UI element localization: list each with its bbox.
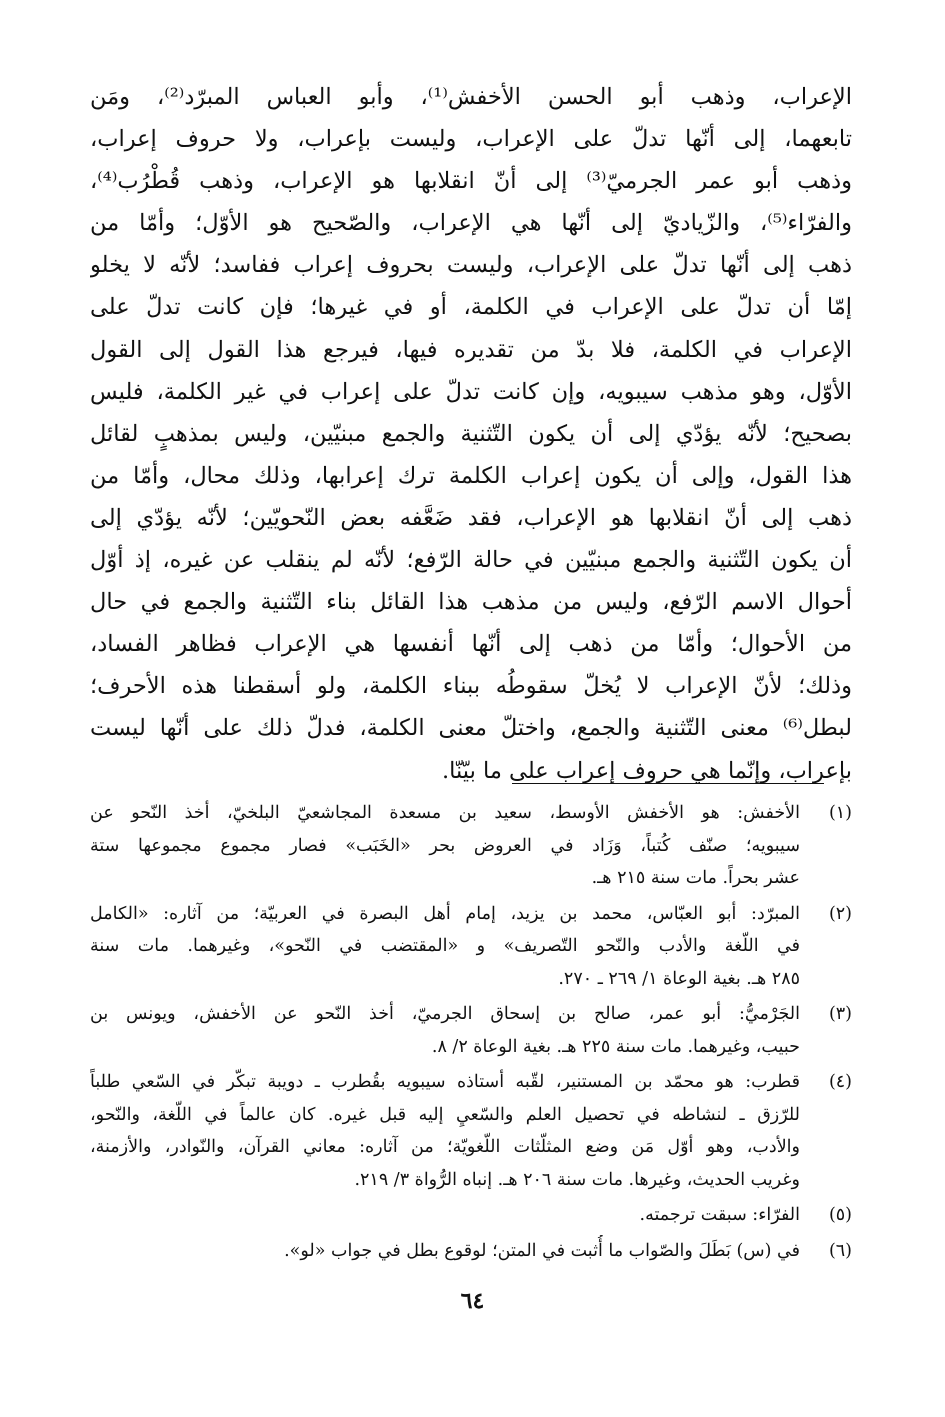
footnote-number: (٥) bbox=[828, 1205, 852, 1225]
footnote-line: والأدب، وهو أوّل مَن وضع المثلّثات اللّغويّة؛ من آثاره: معاني القرآن، والنّوادر، والأزمنة، bbox=[90, 1137, 800, 1157]
footnote-line: الجَرْميُّ: أبو عمر، صالح بن إسحاق الجرميّ، أخذ النّحو عن الأخفش، ويونس بن bbox=[90, 1004, 800, 1024]
footnote bbox=[90, 1199, 852, 1232]
text-line: وذهب أبو عمر الجرميّ⁽³⁾ إلى أنّ انقلابها هو الإعراب، وذهب قُطْرُب⁽⁴⁾، bbox=[90, 168, 852, 195]
text-line: أن يكون التّثنية والجمع مبنيّين في حالة الرّفع؛ لأنّه لم ينقلب عن غيره، إذ أوّل bbox=[90, 547, 852, 574]
footnote-text bbox=[90, 898, 800, 996]
text-line: إمّا أن تدلّ على الإعراب في الكلمة، أو في غيرها؛ فإن كانت تدلّ على bbox=[90, 294, 852, 321]
footnote-line: سيبويه؛ صنّف كُتباً، وَزَاد في العروض بحر «الخَبَب» فصار مجموع مجموعها ستة bbox=[90, 835, 800, 856]
footnote-number: (٦) bbox=[828, 1240, 852, 1261]
text-line: ذهب إلى أنّها تدلّ على الإعراب، وليست بحروف إعراب ففاسد؛ لأنّه لا يخلو bbox=[90, 252, 852, 279]
text-line: بصحيح؛ لأنّه يؤدّي إلى أن يكون التّثنية والجمع مبنيّين، وليس بمذهبٍ لقائل bbox=[90, 420, 852, 447]
footnote-line: حبيب، وغيرهما. مات سنة ٢٢٥ هـ. بغية الوعاة ٢/ ٨. bbox=[431, 1036, 800, 1057]
text-line: الإعراب في الكلمة، فلا بدّ من تقديره فيها، فيرجع هذا القول إلى القول bbox=[90, 336, 852, 363]
footnote-line: المبرّد: أبو العبّاس، محمد بن يزيد، إمام أهل البصرة في العربيّة؛ من آثاره: «الكامل bbox=[90, 903, 800, 924]
text-line: أحوال الاسم الرّفع، وليس من مذهب هذا القائل بناء التّثنية والجمع في حال bbox=[90, 589, 852, 616]
footnote bbox=[90, 998, 852, 1063]
footnote bbox=[90, 1066, 852, 1196]
footnote-number: (٢) bbox=[828, 903, 852, 924]
footnote-line: عشر بحراً. مات سنة ٢١٥ هـ. bbox=[591, 868, 800, 888]
text-line: لبطل⁽⁶⁾ معنى التّثنية والجمع، واختلّ معنى الكلمة، فدلّ ذلك على أنّها ليست bbox=[90, 715, 852, 742]
footnote-line: للرّزق ـ لنشاطه في تحصيل العلم والسّعيِ إليه قبل غيره. كان عالماً في اللّغة، والنّحو، bbox=[90, 1104, 800, 1125]
text-line: وذلك؛ لأنّ الإعراب لا يُخلّ سقوطُه ببناء الكلمة، ولو أسقطنا هذه الأحرف؛ bbox=[90, 673, 852, 700]
text-line: ذهب إلى أنّ انقلابها هو الإعراب، فقد ضَعَّفه بعض النّحويّين؛ لأنّه يؤدّي إلى bbox=[90, 504, 852, 531]
footnote-line: في (س) بَطَلَ والصّواب ما أُثبت في المتن؛ لوقوع بطل في جواب «لو». bbox=[284, 1240, 800, 1261]
footnote bbox=[90, 797, 852, 895]
footnote-number: (٤) bbox=[828, 1072, 852, 1092]
footnote-text bbox=[90, 1235, 800, 1268]
footnote-line: ٢٨٥ هـ. بغية الوعاة ١/ ٢٦٩ ـ ٢٧٠. bbox=[558, 968, 800, 989]
text-line: بإعراب، وإنّما هي حروف إعراب على ما بيّنّا. bbox=[442, 757, 852, 784]
footnote bbox=[90, 898, 852, 996]
text-line: والفرّاء⁽⁵⁾، والزّياديّ إلى أنّها هي الإعراب، والصّحيح هو الأوّل؛ وأمّا من bbox=[90, 210, 852, 237]
text-line: من الأحوال؛ وأمّا من ذهب إلى أنّها أنفسها هي الإعراب فظاهر الفساد، bbox=[90, 631, 852, 658]
footnote-line: قطرب: هو محمّد بن المستنير، لقّبه أستاذه سيبويه بقُطرب ـ دويبة تبكّر في السّعي طلباً bbox=[90, 1072, 800, 1092]
footnote-text bbox=[90, 797, 800, 895]
footnote-line: الفرّاء: سبقت ترجمته. bbox=[639, 1205, 800, 1225]
text-line: تابعهما، إلى أنّها تدلّ على الإعراب، وليست بإعراب، ولا حروف إعراب، bbox=[90, 126, 852, 153]
main-text-block bbox=[90, 76, 852, 792]
footnote-separator bbox=[512, 783, 824, 784]
page-number: ٦٤ bbox=[460, 1288, 485, 1314]
footnote-text bbox=[90, 998, 800, 1063]
footnote-number: (٣) bbox=[828, 1004, 852, 1024]
footnote-line: وغريب الحديث، وغيرها. مات سنة ٢٠٦ هـ. إنباه الرُّواة ٣/ ٢١٩. bbox=[354, 1169, 800, 1190]
footnote-number: (١) bbox=[828, 803, 852, 823]
footnote-line: الأخفش: هو الأخفش الأوسط، سعيد بن مسعدة المجاشعيّ البلخيّ، أخذ النّحو عن bbox=[90, 803, 800, 823]
footnote bbox=[90, 1235, 852, 1268]
footnotes-list bbox=[90, 797, 852, 1270]
text-line: هذا القول، وإلى أن يكون إعراب الكلمة ترك إعرابها، وذلك محال، وأمّا من bbox=[90, 462, 852, 489]
text-line: الإعراب، وذهب أبو الحسن الأخفش⁽¹⁾، وأبو العباس المبرّد⁽²⁾، ومَن bbox=[90, 84, 852, 110]
footnote-line: في اللّغة والأدب والنّحو التّصريف» و «المقتضب في النّحو»، وغيرهما. مات سنة bbox=[90, 936, 800, 956]
footnote-text bbox=[90, 1066, 800, 1196]
footnote-text bbox=[90, 1199, 800, 1232]
text-line: الأوّل، وهو مذهب سيبويه، وإن كانت تدلّ على إعراب في غير الكلمة، فليس bbox=[90, 378, 852, 405]
